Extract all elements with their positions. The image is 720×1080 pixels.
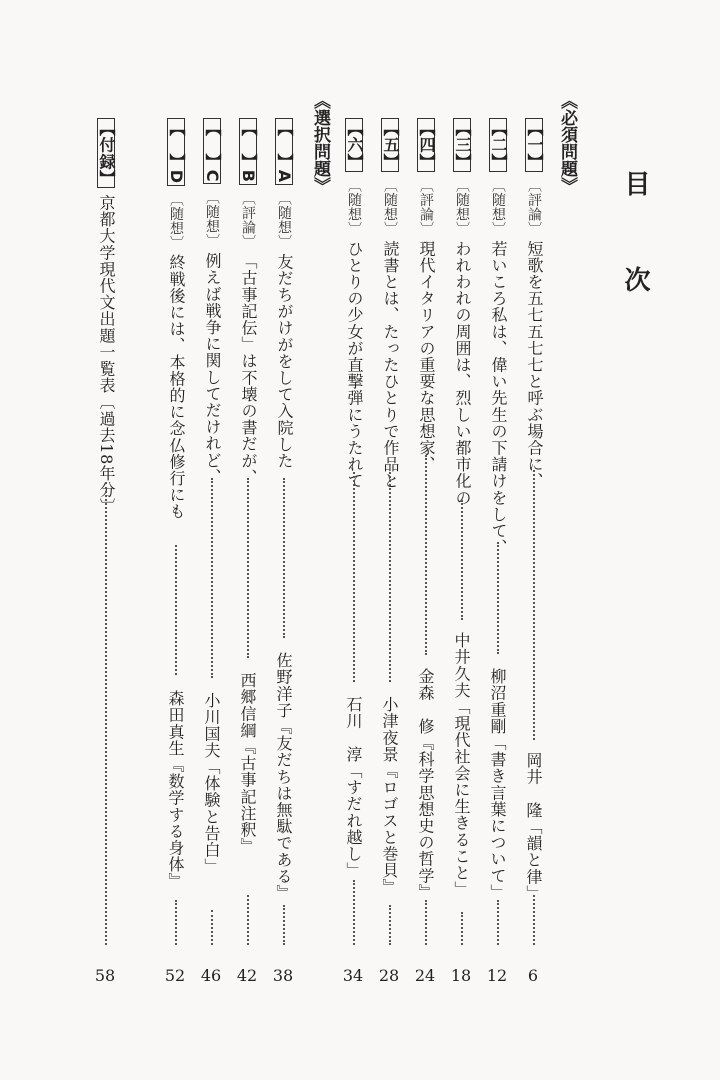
entry-genre: 〔随想〕 xyxy=(490,177,506,237)
toc-entry-b[interactable] xyxy=(239,118,257,485)
entry-page-number: 34 xyxy=(342,966,364,985)
entry-page-number: 18 xyxy=(450,966,472,985)
toc-entry-6[interactable] xyxy=(345,118,363,489)
leader-dots xyxy=(389,472,393,682)
entry-number: 【 】B xyxy=(239,120,258,183)
entry-number: 【四】 xyxy=(417,120,436,170)
entry-genre: 〔随想〕 xyxy=(382,177,398,237)
leader-dots xyxy=(283,478,287,638)
entry-genre: 〔随想〕 xyxy=(168,191,184,251)
leader-dots xyxy=(105,482,109,945)
toc-entry-4[interactable] xyxy=(417,118,435,473)
leader-dots xyxy=(353,880,357,945)
entry-page-number: 12 xyxy=(486,966,508,985)
page-title: 目 次 xyxy=(620,170,650,314)
entry-author-source: 小津夜景『ロゴスと巻貝』 xyxy=(380,696,399,896)
entry-author-source: 佐野洋子『友だちは無駄である』 xyxy=(274,652,293,901)
leader-dots xyxy=(211,478,215,678)
entry-opening-text: 短歌を五七五七七と呼ぶ場合に、 xyxy=(525,240,544,490)
toc-entry-5[interactable] xyxy=(381,118,399,489)
entry-author-source: 森田真生『数学する身体』 xyxy=(166,690,185,890)
leader-dots xyxy=(175,900,179,945)
leader-dots xyxy=(247,895,251,945)
entry-genre: 〔随想〕 xyxy=(204,190,220,249)
leader-dots xyxy=(533,470,537,740)
entry-genre: 〔評論〕 xyxy=(418,177,434,237)
entry-genre: 〔評論〕 xyxy=(240,190,256,250)
toc-entry-d[interactable] xyxy=(167,118,185,520)
leader-dots xyxy=(425,900,429,945)
leader-dots xyxy=(247,478,251,658)
entry-number: 【 】C xyxy=(203,120,222,183)
toc-entry-3[interactable] xyxy=(453,118,471,506)
section-heading-elective: 《選択問題》 xyxy=(310,92,330,194)
entry-opening-text: 読書とは、たったひとりで作品と xyxy=(381,240,400,490)
leader-dots xyxy=(175,545,179,675)
entry-number: 【 】A xyxy=(275,120,294,183)
entry-number: 【一】 xyxy=(525,120,544,170)
leader-dots xyxy=(283,905,287,945)
entry-opening-text: 終戦後には、本格的に念仏修行にも xyxy=(167,254,186,520)
leader-dots xyxy=(497,542,501,654)
entry-page-number: 46 xyxy=(200,966,222,985)
toc-entry-appendix[interactable] xyxy=(97,118,115,515)
entry-genre: 〔随想〕 xyxy=(346,177,362,237)
entry-page-number: 6 xyxy=(527,966,539,985)
section-heading-required: 《必須問題》 xyxy=(557,92,577,194)
entry-author-source: 石川 淳「すだれ越し」 xyxy=(344,696,363,879)
entry-author-source: 西郷信綱『古事記注釈』 xyxy=(238,672,257,855)
leader-dots xyxy=(497,900,501,945)
entry-page-number: 42 xyxy=(236,966,258,985)
entry-opening-text: 若いころ私は、偉い先生の下請けをして、 xyxy=(489,240,508,556)
entry-opening-text: 友だちがけがをして入院した xyxy=(275,253,294,470)
entry-opening-text: 例えば戦争に関してだけれど、 xyxy=(203,252,222,485)
entry-genre: 〔随想〕 xyxy=(454,177,470,237)
entry-page-number: 58 xyxy=(94,966,116,985)
entry-page-number: 38 xyxy=(272,966,294,985)
entry-page-number: 52 xyxy=(164,966,186,985)
entry-genre: 〔随想〕 xyxy=(276,190,292,250)
entry-author-source: 岡井 隆「韻と律」 xyxy=(524,752,543,902)
entry-genre: 〔評論〕 xyxy=(526,177,542,237)
leader-dots xyxy=(353,472,357,682)
leader-dots xyxy=(211,910,215,945)
entry-author-source: 小川国夫「体験と告白」 xyxy=(202,692,221,875)
entry-number: 【六】 xyxy=(345,120,364,170)
leader-dots xyxy=(461,500,465,620)
entry-page-number: 24 xyxy=(414,966,436,985)
entry-number: 【付録】 xyxy=(97,120,116,187)
entry-number: 【 】D xyxy=(167,120,186,184)
leader-dots xyxy=(425,455,429,655)
entry-number: 【五】 xyxy=(381,120,400,170)
toc-entry-c[interactable] xyxy=(203,118,221,485)
entry-opening-text: 京都大学現代文出題一覧表〔過去18年分〕 xyxy=(97,194,116,515)
leader-dots xyxy=(533,895,537,945)
entry-opening-text: 現代イタリアの重要な思想家、 xyxy=(417,240,436,473)
entry-number: 【二】 xyxy=(489,120,508,170)
entry-opening-text: われわれの周囲は、烈しい都市化の xyxy=(453,240,472,506)
entry-opening-text: 「古事記伝」は不壊の書だが、 xyxy=(239,253,258,486)
entry-opening-text: ひとりの少女が直撃弾にうたれて xyxy=(345,240,364,490)
toc-entry-2[interactable] xyxy=(489,118,507,556)
entry-author-source: 柳沼重剛「書き言葉について」 xyxy=(488,668,507,901)
leader-dots xyxy=(461,912,465,945)
entry-author-source: 金森 修『科学思想史の哲学』 xyxy=(416,668,435,901)
entry-number: 【三】 xyxy=(453,120,472,170)
leader-dots xyxy=(389,905,393,945)
toc-entry-1[interactable] xyxy=(525,118,543,489)
entry-author-source: 中井久夫「現代社会に生きること」 xyxy=(452,632,471,898)
entry-page-number: 28 xyxy=(378,966,400,985)
toc-entry-a[interactable] xyxy=(275,118,293,469)
